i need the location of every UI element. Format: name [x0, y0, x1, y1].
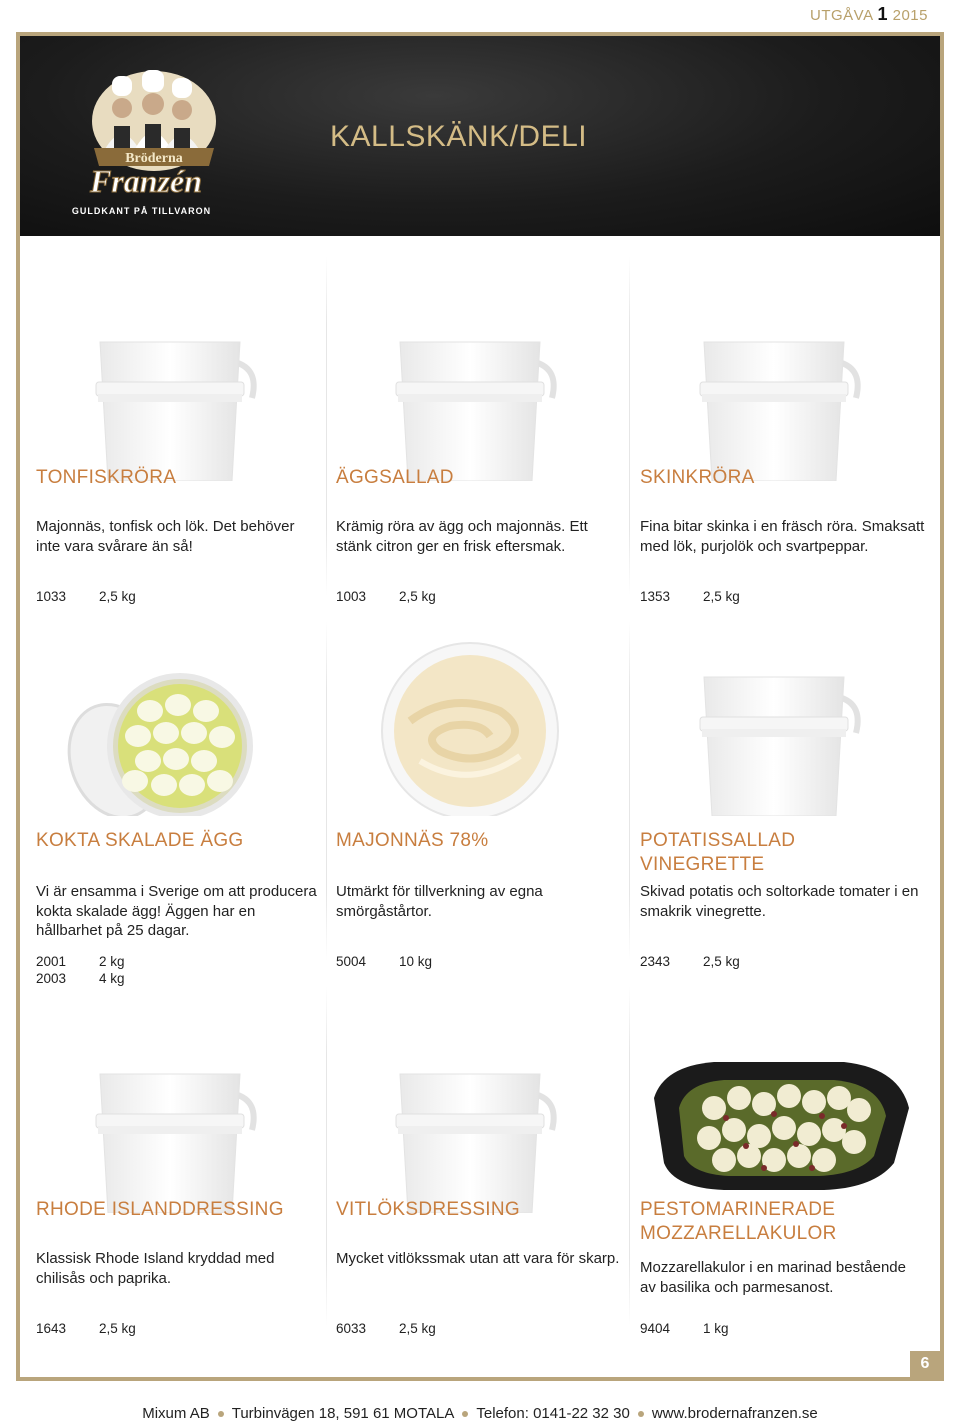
- page-footer: [0, 1405, 960, 1422]
- footer-separator-dot: [218, 1411, 224, 1417]
- page-header: [20, 36, 940, 236]
- package-size: 2 kg: [99, 954, 125, 969]
- product-image: [624, 306, 924, 481]
- package-size: 2,5 kg: [99, 589, 136, 604]
- edition-label: [810, 4, 928, 25]
- product-name: SKINKRÖRA: [640, 467, 755, 488]
- product-description: Mozzarellakulor i en marinad bestående av basilika och parmesanost.: [640, 1259, 906, 1296]
- product-variant: [336, 1320, 436, 1337]
- product-variant: [640, 953, 740, 970]
- article-number: 5004: [336, 954, 367, 969]
- article-number: 2003: [36, 971, 67, 986]
- product-info: [36, 953, 125, 987]
- product-variant: [36, 970, 125, 987]
- footer-separator-dot: [462, 1411, 468, 1417]
- product-description: Krämig röra av ägg och majonnäs. Ett stänk citron ger en frisk eftersmak.: [336, 518, 588, 555]
- article-number: 1353: [640, 589, 671, 604]
- product-info: [336, 1320, 436, 1337]
- product-info: [640, 953, 740, 970]
- edition-year: 2015: [892, 7, 928, 24]
- product-variant: [640, 1320, 729, 1337]
- product-variant: [36, 1320, 136, 1337]
- product-info: [640, 588, 740, 605]
- product-variant: [336, 953, 432, 970]
- product-info: [336, 588, 436, 605]
- product-description: Vi är ensamma i Sverige om att producera kokta skalade ägg! Äggen har en hållbarhet på 25 dagar.: [36, 883, 317, 939]
- article-number: 6033: [336, 1321, 367, 1336]
- footer-website[interactable]: www.brodernafranzen.se: [651, 1405, 818, 1422]
- product-description: Skivad potatis och soltorkade tomater i en smakrik vinegrette.: [640, 883, 919, 920]
- article-number: 1033: [36, 589, 67, 604]
- article-number: 1003: [336, 589, 367, 604]
- product-name: TONFISKRÖRA: [36, 467, 177, 488]
- package-size: 2,5 kg: [99, 1321, 136, 1336]
- product-info: [336, 953, 432, 970]
- package-size: 2,5 kg: [399, 589, 436, 604]
- chefs-logo-icon: [54, 66, 229, 201]
- product-description: Majonnäs, tonfisk och lök. Det behöver inte vara svårare än så!: [36, 518, 295, 555]
- product-image: [320, 306, 620, 481]
- page-frame: [16, 32, 944, 1381]
- footer-separator-dot: [638, 1411, 644, 1417]
- product-info: [640, 1320, 729, 1337]
- article-number: 2001: [36, 954, 67, 969]
- product-variant: [640, 588, 740, 605]
- svg-text:Franzén: Franzén: [89, 163, 203, 199]
- product-variant: [336, 588, 436, 605]
- edition-text: UTGÅVA: [810, 7, 873, 24]
- product-description: Klassisk Rhode Island kryddad med chilisås och paprika.: [36, 1250, 275, 1287]
- page-title: KALLSKÄNK/DELI: [330, 120, 588, 153]
- product-variant: [36, 953, 125, 970]
- product-image: [20, 1038, 320, 1213]
- page-number: 6: [910, 1351, 940, 1377]
- product-image: [320, 641, 620, 816]
- product-image: [624, 641, 924, 816]
- product-description: Utmärkt för tillverkning av egna smörgåstårtor.: [336, 883, 543, 920]
- product-name: POTATISSALLAD VINEGRETTE: [640, 830, 796, 875]
- package-size: 10 kg: [399, 954, 433, 969]
- footer-address: Turbinvägen 18, 591 61 MOTALA: [231, 1405, 455, 1422]
- package-size: 2,5 kg: [703, 589, 740, 604]
- product-variant: [36, 588, 136, 605]
- package-size: 4 kg: [99, 971, 125, 986]
- product-name: PESTOMARINERADE MOZZARELLAKULOR: [640, 1199, 837, 1244]
- package-size: 2,5 kg: [703, 954, 740, 969]
- mayonnaise-bowl-icon: [320, 803, 620, 820]
- brand-logo: [54, 66, 229, 216]
- article-number: 9404: [640, 1321, 671, 1336]
- article-number: 2343: [640, 954, 671, 969]
- product-description: Fina bitar skinka i en fräsch röra. Smaksatt med lök, purjolök och svartpeppar.: [640, 518, 925, 555]
- footer-phone: Telefon: 0141-22 32 30: [476, 1405, 630, 1422]
- product-image: [320, 1038, 620, 1213]
- product-description: Mycket vitlökssmak utan att vara för skarp.: [336, 1250, 620, 1267]
- product-name: KOKTA SKALADE ÄGG: [36, 830, 244, 851]
- product-name: ÄGGSALLAD: [336, 467, 454, 488]
- brand-tagline: GULDKANT PÅ TILLVARON: [71, 206, 212, 216]
- egg-jar-icon: [20, 803, 320, 820]
- product-name: MAJONNÄS 78%: [336, 830, 489, 851]
- product-image: [20, 306, 320, 481]
- product-name: VITLÖKSDRESSING: [336, 1199, 520, 1220]
- product-info: [36, 1320, 136, 1337]
- product-image: [20, 641, 320, 816]
- product-info: [36, 588, 136, 605]
- svg-text:Bröderna: Bröderna: [125, 151, 183, 166]
- white-bucket-icon: [624, 803, 924, 820]
- package-size: 1 kg: [703, 1321, 729, 1336]
- package-size: 2,5 kg: [399, 1321, 436, 1336]
- product-name: RHODE ISLANDDRESSING: [36, 1199, 284, 1220]
- edition-number: 1: [877, 4, 888, 24]
- product-image: [624, 1038, 924, 1213]
- footer-company: Mixum AB: [142, 1405, 210, 1422]
- article-number: 1643: [36, 1321, 67, 1336]
